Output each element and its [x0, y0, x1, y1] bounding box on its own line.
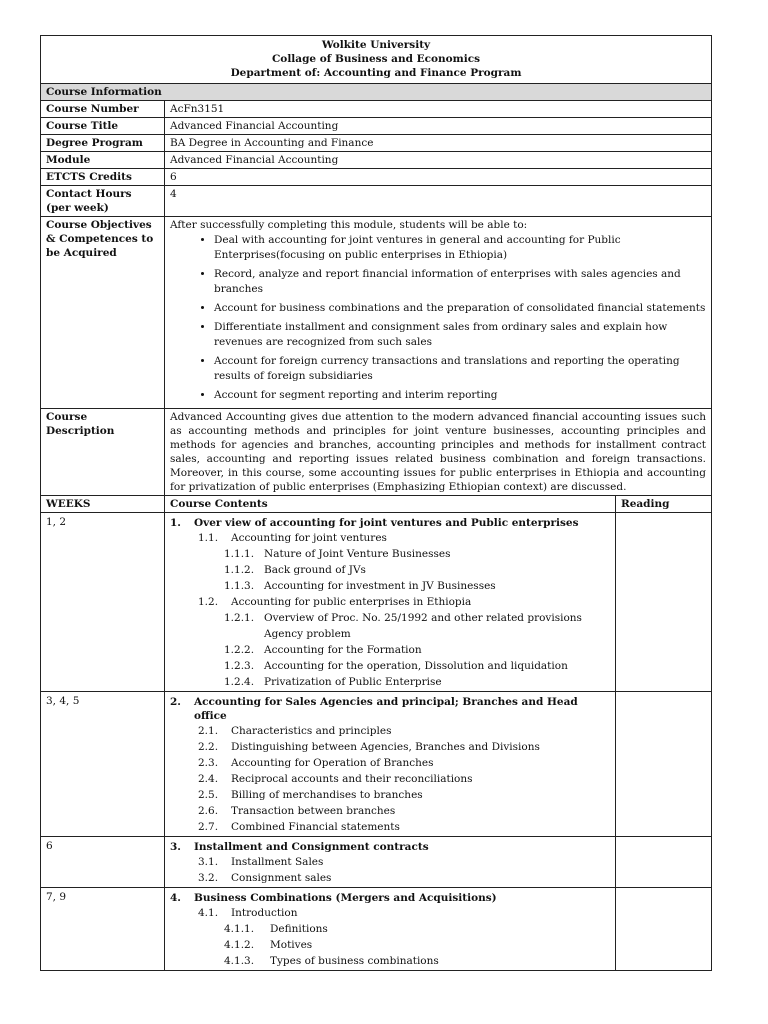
schedule-row — [41, 513, 712, 692]
section-heading — [170, 514, 610, 530]
subsection — [198, 530, 610, 546]
subsubsection — [224, 937, 610, 953]
section-title: Accounting for Sales Agencies and principal; Branches and Head office — [194, 696, 578, 722]
section-title: Business Combinations (Mergers and Acquisitions) — [194, 892, 497, 904]
schedule-row — [41, 837, 712, 888]
schedule-row — [41, 888, 712, 971]
subsection-number: 3.2. — [198, 872, 219, 884]
section-number: 4. — [170, 892, 181, 904]
reading-cell — [615, 837, 711, 888]
subsubsection-number: 1.2.3. — [224, 660, 255, 672]
document-header — [41, 36, 712, 84]
course-outline-table — [40, 35, 712, 971]
info-value: BA Degree in Accounting and Finance — [165, 135, 712, 152]
info-value: Advanced Financial Accounting — [165, 152, 712, 169]
subsection-number: 2.3. — [198, 757, 219, 769]
section-number: 2. — [170, 696, 181, 708]
subsection — [198, 787, 610, 803]
objective-item: • Differentiate installment and consignment sales from ordinary sales and explain how revenues are recognized from such sales — [214, 320, 706, 350]
info-row-course-title — [41, 118, 712, 135]
info-row-credits — [41, 169, 712, 186]
subsection-number: 1.1. — [198, 532, 219, 544]
subsubsection — [224, 953, 610, 969]
description-row — [41, 409, 712, 496]
description-text: Advanced Accounting gives due attention to the modern advanced financial accounting issues such as accounting methods and principles for joint venture businesses, accounting principles and methods for agencies and branches, accounting principles and methods for installment contract sales, accounting and reporting issues related business combination and foreign transactions. Moreover, in this course, some accounting issues for public enterprises in Ethiopia and accounting for privatization of public enterprises (Emphasizing Ethiopian context) are discussed. — [165, 409, 712, 496]
subsubsection-title: Motives — [270, 939, 313, 951]
subsubsection — [224, 642, 610, 658]
objective-item: • Account for business combinations and the preparation of consolidated financial statements — [214, 301, 706, 316]
info-value: 4 — [165, 186, 712, 217]
contents-cell — [165, 837, 616, 888]
subsection-title: Combined Financial statements — [231, 821, 400, 833]
subsubsection — [224, 658, 610, 674]
subsection-title: Accounting for public enterprises in Ethiopia — [231, 596, 472, 608]
subsection — [198, 723, 610, 739]
reading-cell — [615, 513, 711, 692]
weeks-cell: 6 — [41, 837, 165, 888]
subsubsection-title: Privatization of Public Enterprise — [264, 676, 442, 688]
reading-cell — [615, 888, 711, 971]
subsection-number: 2.4. — [198, 773, 219, 785]
objective-item: • Account for foreign currency transactions and translations and reporting the operating results of foreign subsidiaries — [214, 354, 706, 384]
subsection-number: 1.2. — [198, 596, 219, 608]
subsubsection-number: 1.1.2. — [224, 564, 255, 576]
subsection — [198, 819, 610, 835]
subsubsection — [224, 921, 610, 937]
subsubsection-number: 4.1.1. — [224, 923, 255, 935]
contents-cell — [165, 888, 616, 971]
info-label: Course Title — [41, 118, 165, 135]
subsection-number: 2.1. — [198, 725, 219, 737]
schedule-row — [41, 692, 712, 837]
subsection-title: Installment Sales — [231, 856, 324, 868]
info-row-course-number — [41, 101, 712, 118]
subsubsection-number: 4.1.3. — [224, 955, 255, 967]
department-name: Department of: Accounting and Finance Program — [230, 67, 522, 79]
schedule-header-row — [41, 496, 712, 513]
subsection — [198, 755, 610, 771]
subsubsection-title: Accounting for investment in JV Businesses — [264, 580, 496, 592]
subsection-title: Transaction between branches — [231, 805, 396, 817]
subsection-number: 2.7. — [198, 821, 219, 833]
objectives-intro: After successfully completing this module, students will be able to: — [170, 219, 528, 231]
contents-cell — [165, 513, 616, 692]
subsubsection-number: 1.2.2. — [224, 644, 255, 656]
subsection — [198, 771, 610, 787]
subsubsection-title: Definitions — [270, 923, 328, 935]
college-name: Collage of Business and Economics — [271, 53, 481, 65]
subsection — [198, 803, 610, 819]
info-label: Course Number — [41, 101, 165, 118]
info-row-contact-hours — [41, 186, 712, 217]
section-number: 3. — [170, 841, 181, 853]
subsection-number: 3.1. — [198, 856, 219, 868]
objectives-label: Course Objectives & Competences to be Acquired — [41, 217, 165, 409]
subsection-title: Consignment sales — [231, 872, 332, 884]
reading-cell — [615, 692, 711, 837]
objectives-cell — [165, 217, 712, 409]
info-label: Degree Program — [41, 135, 165, 152]
subsubsection-title: Accounting for the operation, Dissolution and liquidation — [264, 660, 568, 672]
subsubsection-title: Nature of Joint Venture Businesses — [264, 548, 451, 560]
subsubsection-number: 1.2.4. — [224, 676, 255, 688]
contents-cell — [165, 692, 616, 837]
subsubsection-number: 1.1.1. — [224, 548, 255, 560]
subsection-number: 2.6. — [198, 805, 219, 817]
weeks-cell: 1, 2 — [41, 513, 165, 692]
header-row — [41, 36, 712, 84]
contents-header: Course Contents — [165, 496, 616, 513]
objectives-row — [41, 217, 712, 409]
info-row-module — [41, 152, 712, 169]
objective-item: • Account for segment reporting and interim reporting — [214, 388, 706, 403]
subsection-number: 4.1. — [198, 907, 219, 919]
subsection-number: 2.2. — [198, 741, 219, 753]
subsection-title: Reciprocal accounts and their reconciliations — [231, 773, 473, 785]
subsection-number: 2.5. — [198, 789, 219, 801]
weeks-header: WEEKS — [41, 496, 165, 513]
objective-item: • Record, analyze and report financial information of enterprises with sales agencies and branches — [214, 267, 706, 297]
reading-header: Reading — [615, 496, 711, 513]
subsubsection-title: Back ground of JVs — [264, 564, 366, 576]
subsection-title: Characteristics and principles — [231, 725, 392, 737]
info-row-degree-program — [41, 135, 712, 152]
subsubsection — [224, 674, 610, 690]
subsection-title: Accounting for joint ventures — [231, 532, 387, 544]
subsubsection — [224, 578, 610, 594]
subsubsection-number: 1.1.3. — [224, 580, 255, 592]
section-title: Installment and Consignment contracts — [194, 841, 429, 853]
info-value: 6 — [165, 169, 712, 186]
info-value: AcFn3151 — [165, 101, 712, 118]
objective-item: • Deal with accounting for joint ventures in general and accounting for Public Enterprises(focusing on public enterprises in Ethiopia) — [214, 233, 706, 263]
course-outline-page — [40, 35, 712, 971]
info-label: Contact Hours (per week) — [41, 186, 165, 217]
section-heading — [170, 838, 610, 854]
section-title: Over view of accounting for joint ventures and Public enterprises — [194, 517, 579, 529]
info-value: Advanced Financial Accounting — [165, 118, 712, 135]
subsection-title: Distinguishing between Agencies, Branches and Divisions — [231, 741, 540, 753]
subsection-title: Accounting for Operation of Branches — [231, 757, 434, 769]
subsection-title: Billing of merchandises to branches — [231, 789, 423, 801]
subsection — [198, 739, 610, 755]
section-heading — [170, 889, 610, 905]
section-heading — [170, 693, 610, 723]
subsubsection — [224, 546, 610, 562]
description-label: Course Description — [41, 409, 165, 496]
info-label: ETCTS Credits — [41, 169, 165, 186]
objectives-list — [170, 233, 706, 403]
section-number: 1. — [170, 517, 181, 529]
subsection — [198, 870, 610, 886]
weeks-cell: 7, 9 — [41, 888, 165, 971]
weeks-cell: 3, 4, 5 — [41, 692, 165, 837]
subsubsection-number: 4.1.2. — [224, 939, 255, 951]
course-information-label: Course Information — [41, 84, 712, 101]
subsubsection — [224, 610, 610, 642]
subsection — [198, 854, 610, 870]
subsection-title: Introduction — [231, 907, 298, 919]
subsubsection-title: Overview of Proc. No. 25/1992 and other related provisions Agency problem — [264, 612, 582, 640]
subsubsection-number: 1.2.1. — [224, 612, 255, 624]
subsubsection-title: Accounting for the Formation — [264, 644, 422, 656]
subsubsection-title: Types of business combinations — [270, 955, 439, 967]
university-name: Wolkite University — [321, 39, 431, 51]
course-information-row — [41, 84, 712, 101]
info-label: Module — [41, 152, 165, 169]
subsection — [198, 905, 610, 921]
subsubsection — [224, 562, 610, 578]
subsection — [198, 594, 610, 610]
